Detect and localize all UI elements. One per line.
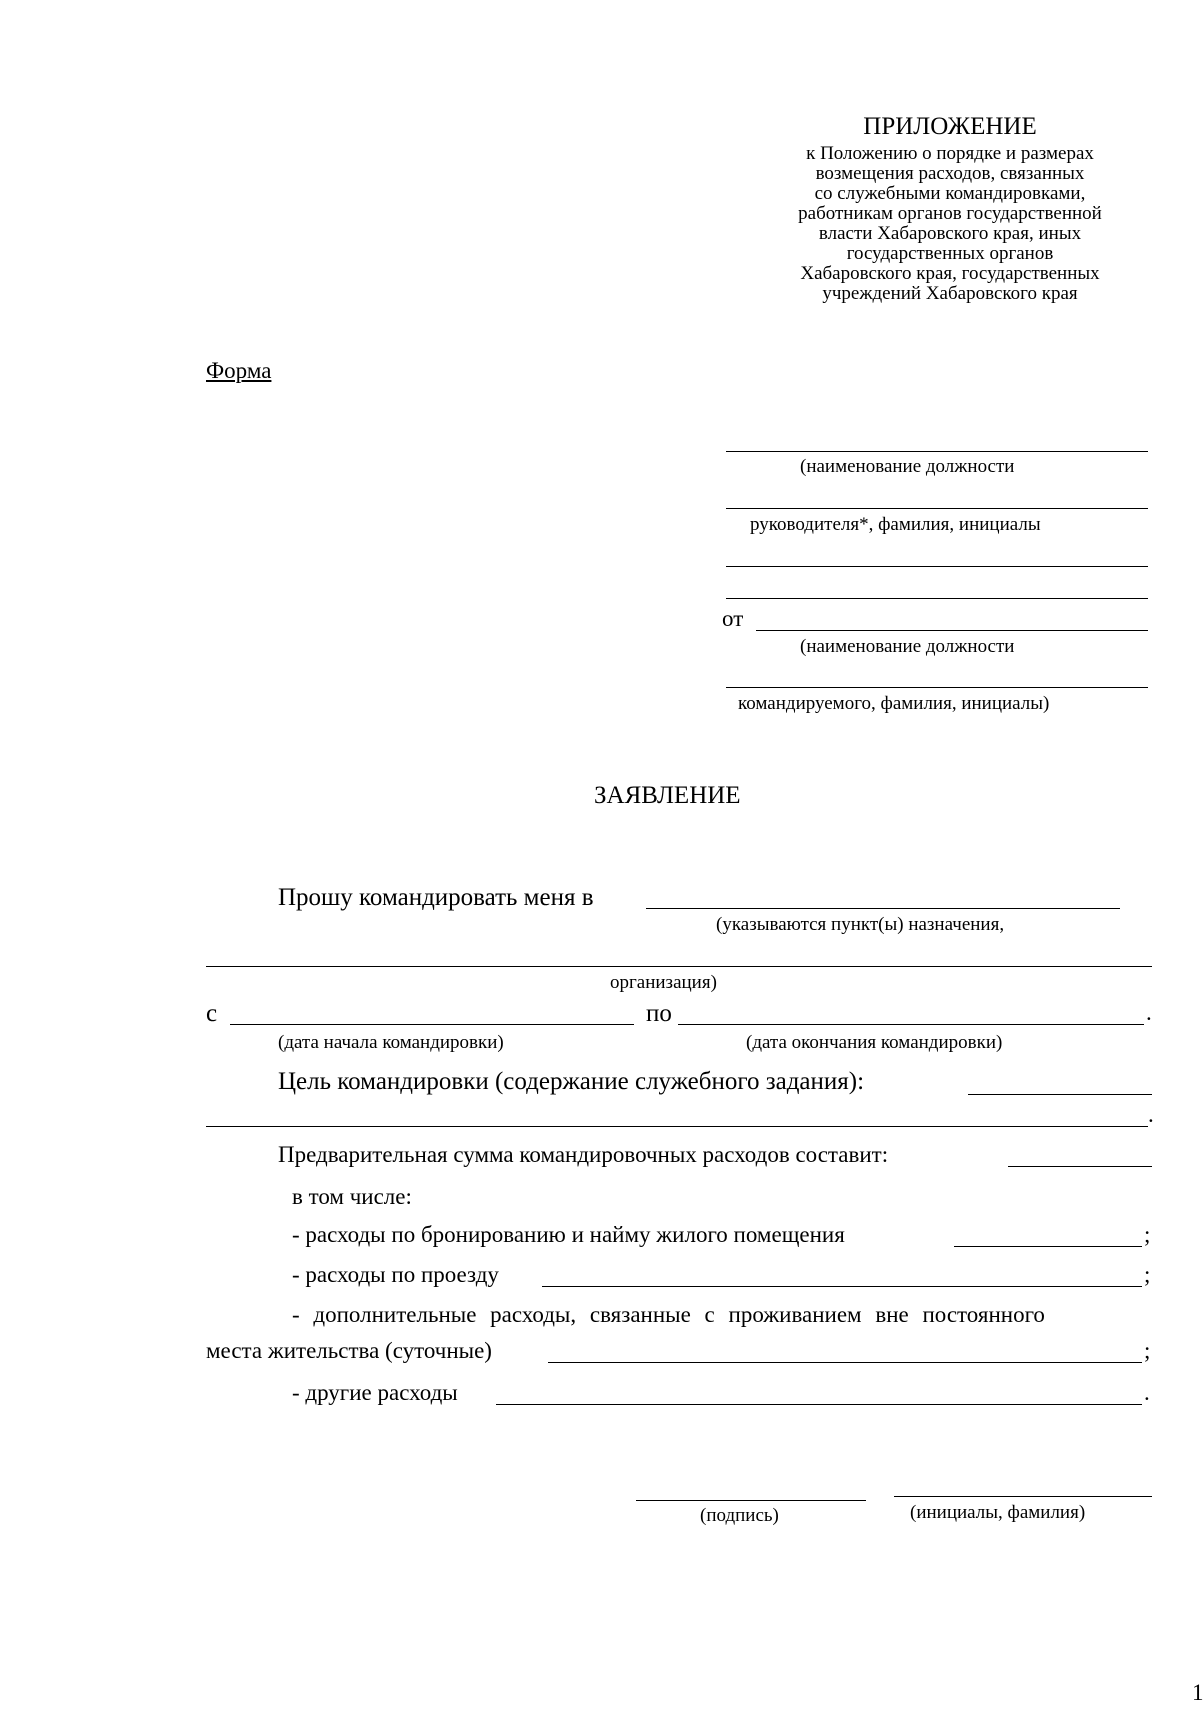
appendix-line: работникам органов государственной — [798, 203, 1102, 224]
name-line[interactable] — [894, 1496, 1152, 1497]
purpose-line-2[interactable] — [206, 1126, 1148, 1127]
end-date-line[interactable] — [678, 1024, 1144, 1025]
appendix-block — [745, 112, 1155, 304]
addressee-line[interactable] — [726, 566, 1148, 567]
addressee-line[interactable] — [726, 451, 1148, 452]
appendix-title: ПРИЛОЖЕНИЕ — [863, 113, 1037, 140]
sender-line[interactable] — [756, 630, 1148, 631]
appendix-line: со служебными командировками, — [814, 183, 1086, 204]
including-label: в том числе: — [292, 1184, 412, 1209]
semicolon-mark: ; — [1144, 1262, 1151, 1287]
from-label: от — [722, 606, 744, 631]
addressee-line[interactable] — [726, 598, 1148, 599]
housing-expenses-label: - расходы по бронированию и найму жилого помещения — [292, 1222, 845, 1247]
addressee-caption: руководителя*, фамилия, инициалы — [750, 514, 1041, 535]
sender-caption: командируемого, фамилия, инициалы) — [738, 693, 1050, 714]
appendix-line: учреждений Хабаровского края — [822, 283, 1078, 304]
to-date-label: по — [646, 1000, 672, 1027]
purpose-line[interactable] — [968, 1094, 1152, 1095]
sender-caption: (наименование должности — [800, 636, 1015, 657]
start-date-line[interactable] — [230, 1024, 634, 1025]
appendix-line: к Положению о порядке и размерах — [806, 143, 1094, 164]
purpose-label: Цель командировки (содержание служебного задания): — [278, 1068, 865, 1095]
travel-expenses-line[interactable] — [542, 1286, 1142, 1287]
end-date-caption: (дата окончания командировки) — [746, 1032, 1003, 1053]
other-expenses-line[interactable] — [496, 1404, 1142, 1405]
page-marker: 1 — [1192, 1680, 1204, 1705]
per-diem-line[interactable] — [548, 1362, 1142, 1363]
document-title: ЗАЯВЛЕНИЕ — [594, 782, 741, 809]
appendix-line: власти Хабаровского края, иных — [818, 223, 1082, 244]
name-caption: (инициалы, фамилия) — [910, 1502, 1086, 1523]
organization-caption: организация) — [610, 972, 717, 993]
appendix-text — [745, 144, 1155, 304]
appendix-line: возмещения расходов, связанных — [815, 163, 1085, 184]
per-diem-label-cont: места жительства (суточные) — [206, 1338, 492, 1363]
destination-line-2[interactable] — [206, 966, 1152, 967]
addressee-line[interactable] — [726, 508, 1148, 509]
housing-expenses-line[interactable] — [954, 1246, 1142, 1247]
semicolon-mark: ; — [1144, 1338, 1151, 1363]
destination-caption: (указываются пункт(ы) назначения, — [716, 914, 1005, 935]
other-expenses-label: - другие расходы — [292, 1380, 458, 1405]
start-date-caption: (дата начала командировки) — [278, 1032, 504, 1053]
request-text: Прошу командировать меня в — [278, 884, 594, 911]
destination-line[interactable] — [646, 908, 1120, 909]
period-mark: . — [1144, 1380, 1150, 1405]
appendix-line: государственных органов — [846, 243, 1054, 264]
per-diem-label: - дополнительные расходы, связанные с проживанием вне постоянного — [292, 1302, 1045, 1327]
travel-expenses-label: - расходы по проезду — [292, 1262, 499, 1287]
addressee-caption: (наименование должности — [800, 456, 1015, 477]
from-date-label: с — [206, 1000, 218, 1027]
signature-caption: (подпись) — [700, 1505, 779, 1526]
total-expenses-line[interactable] — [1008, 1166, 1152, 1167]
appendix-line: Хабаровского края, государственных — [800, 263, 1100, 284]
total-expenses-label: Предварительная сумма командировочных расходов составит: — [278, 1142, 889, 1167]
signature-line[interactable] — [636, 1500, 866, 1501]
period-mark: . — [1148, 1102, 1154, 1127]
semicolon-mark: ; — [1144, 1222, 1151, 1247]
sender-line[interactable] — [726, 687, 1148, 688]
period-mark: . — [1146, 1000, 1152, 1025]
form-label: Форма — [206, 358, 272, 383]
